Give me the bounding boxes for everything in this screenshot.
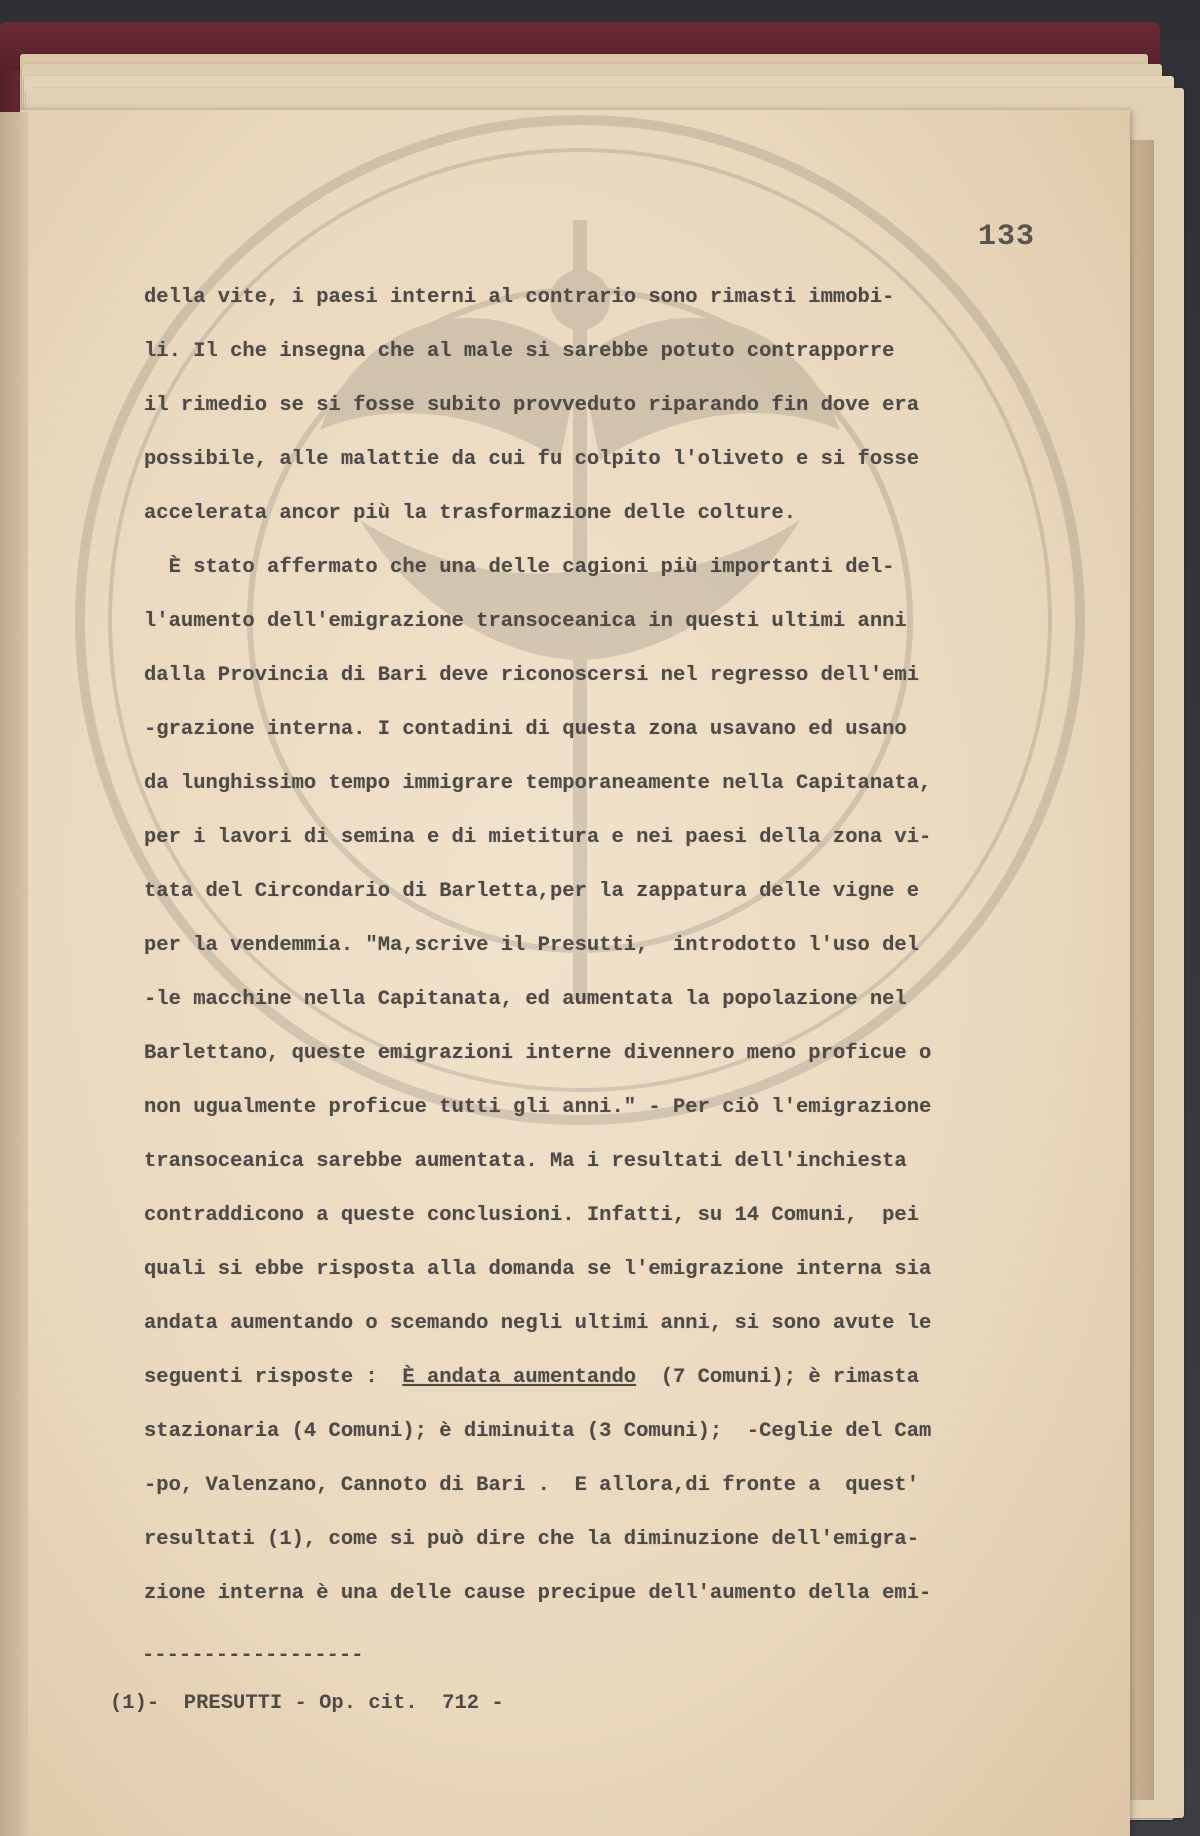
text-line: -grazione interna. I contadini di questa zona usavano ed usano [144, 718, 907, 741]
text-line: per la vendemmia. "Ma,scrive il Presutti, introdotto l'uso del [144, 934, 920, 957]
text-segment: (7 Comuni); è rimasta [636, 1366, 920, 1389]
text-line: contraddicono a queste conclusioni. Infatti, su 14 Comuni, pei [144, 1204, 920, 1227]
text-line: quali si ebbe risposta alla domanda se l'emigrazione interna sia [144, 1258, 932, 1281]
text-line: dalla Provincia di Bari deve riconoscersi nel regresso dell'emi [144, 664, 920, 687]
text-line: -po, Valenzano, Cannoto di Bari . E allora,di fronte a quest' [144, 1474, 920, 1497]
text-line: accelerata ancor più la trasformazione delle colture. [144, 502, 797, 525]
body-text [144, 278, 1024, 1628]
text-line: possibile, alle malattie da cui fu colpito l'oliveto e si fosse [144, 448, 920, 471]
text-line: per i lavori di semina e di mietitura e nei paesi della zona vi- [144, 826, 932, 849]
text-line: -le macchine nella Capitanata, ed aumentata la popolazione nel [144, 988, 907, 1011]
text-line: È stato affermato che una delle cagioni più importanti del- [144, 556, 895, 579]
text-line: transoceanica sarebbe aumentata. Ma i resultati dell'inchiesta [144, 1150, 907, 1173]
text-line: zione interna è una delle cause precipue dell'aumento della emi- [144, 1582, 932, 1605]
text-line-with-underline [144, 1358, 1024, 1412]
text-line: l'aumento dell'emigrazione transoceanica in questi ultimi anni [144, 610, 907, 633]
text-line: li. Il che insegna che al male si sarebbe potuto contrapporre [144, 340, 895, 363]
page-edge [1128, 140, 1154, 1800]
text-line: il rimedio se si fosse subito provveduto riparando fin dove era [144, 394, 920, 417]
text-line: della vite, i paesi interni al contrario sono rimasti immobi- [144, 286, 895, 309]
left-page-edge [0, 112, 28, 1836]
text-line: stazionaria (4 Comuni); è diminuita (3 Comuni); -Ceglie del Cam [144, 1420, 932, 1443]
page-number: 133 [978, 220, 1036, 254]
footnote-separator: ------------------ [142, 1644, 364, 1667]
text-line: resultati (1), come si può dire che la diminuzione dell'emigra- [144, 1528, 920, 1551]
text-line: tata del Circondario di Barletta,per la zappatura delle vigne e [144, 880, 920, 903]
underlined-phrase: È andata aumentando [402, 1366, 637, 1389]
text-segment: seguenti risposte : [144, 1366, 403, 1389]
footnote: (1)- PRESUTTI - Op. cit. 712 - [110, 1692, 504, 1715]
text-line: da lunghissimo tempo immigrare temporaneamente nella Capitanata, [144, 772, 932, 795]
text-line: Barlettano, queste emigrazioni interne divennero meno proficue o [144, 1042, 932, 1065]
text-line: andata aumentando o scemando negli ultimi anni, si sono avute le [144, 1312, 932, 1335]
text-line: non ugualmente proficue tutti gli anni." - Per ciò l'emigrazione [144, 1096, 932, 1119]
